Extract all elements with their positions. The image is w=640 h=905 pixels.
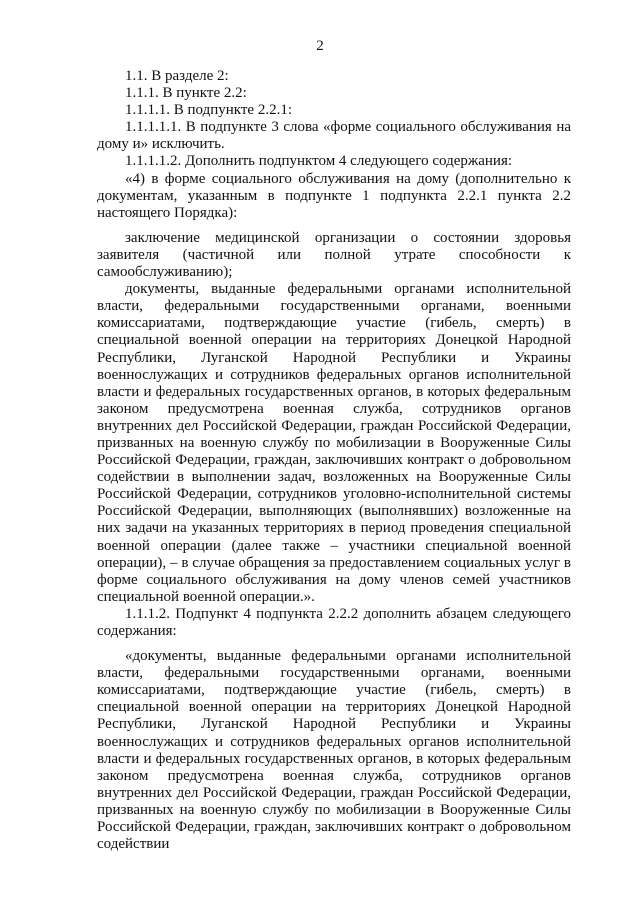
paragraph-subpoint-3-exclusion: 1.1.1.1.1. В подпункте 3 слова «форме социального обслуживания на дому и» исключить. [97,119,571,153]
paragraph-add-subpoint-4: 1.1.1.1.2. Дополнить подпунктом 4 следующего содержания: [125,153,513,170]
paragraph-documents-first: документы, выданные федеральными органами исполнительной власти, федеральными государственными органами, военными комиссариатами, подтверждающие участие (гибель, смерть) в специальной военной операции на территориях Донецкой Народной Республики, Луганской Народной Республики и Украины военнослужащих и сотрудников федеральных органов исполнительной власти и федеральных государственных органов, в которых федеральным законом предусмотрена военная служба, сотрудников органов внутренних дел Российской Федерации, граждан Российской Федерации, призванных на военную службу по мобилизации в Вооруженные Силы Российской Федерации, граждан, заключивших контракт о добровольном содействии в выполнении задач, возложенных на Вооруженные Силы Российской Федерации, сотрудников уголовно-исполнительной системы Российской Федерации, выполняющих (выполнявших) возложенные на них задачи на указанных территориях в период проведения специальной военной операции (далее также – участники специальной военной операции), – в случае обращения за предоставлением социальных услуг в форме социального обслуживания на дому членов семей участников специальной военной операции.». [97,281,571,605]
paragraph-home-service-form: «4) в форме социального обслуживания на дому (дополнительно к документам, указанным в подпункте 1 подпункта 2.2.1 пункта 2.2 настоящего Порядка): [97,170,571,221]
paragraph-documents-second: «документы, выданные федеральными органами исполнительной власти, федеральными государственными органами, военными комиссариатами, подтверждающие участие (гибель, смерть) в специальной военной операции на территориях Донецкой Народной Республики, Луганской Народной Республики и Украины военнослужащих и сотрудников федеральных органов исполнительной власти и федеральных государственных органов, в которых федеральным законом предусмотрена военная служба, сотрудников органов внутренних дел Российской Федерации, граждан Российской Федерации, призванных на военную службу по мобилизации в Вооруженные Силы Российской Федерации, граждан, заключивших контракт о добровольном содействии [97,648,571,853]
paragraph-subpoint-2-2-1: 1.1.1.1. В подпункте 2.2.1: [125,102,293,119]
document-body [97,68,571,853]
paragraph-section-2: 1.1. В разделе 2: [125,68,229,84]
paragraph-subpoint-2-2-2: 1.1.1.2. Подпункт 4 подпункта 2.2.2 дополнить абзацем следующего содержания: [97,605,571,639]
paragraph-medical-conclusion: заключение медицинской организации о состоянии здоровья заявителя (частичной или полной утрате способности к самообслуживанию); [97,229,571,281]
page-number: 2 [316,38,324,54]
paragraph-point-2-2: 1.1.1. В пункте 2.2: [125,85,247,102]
